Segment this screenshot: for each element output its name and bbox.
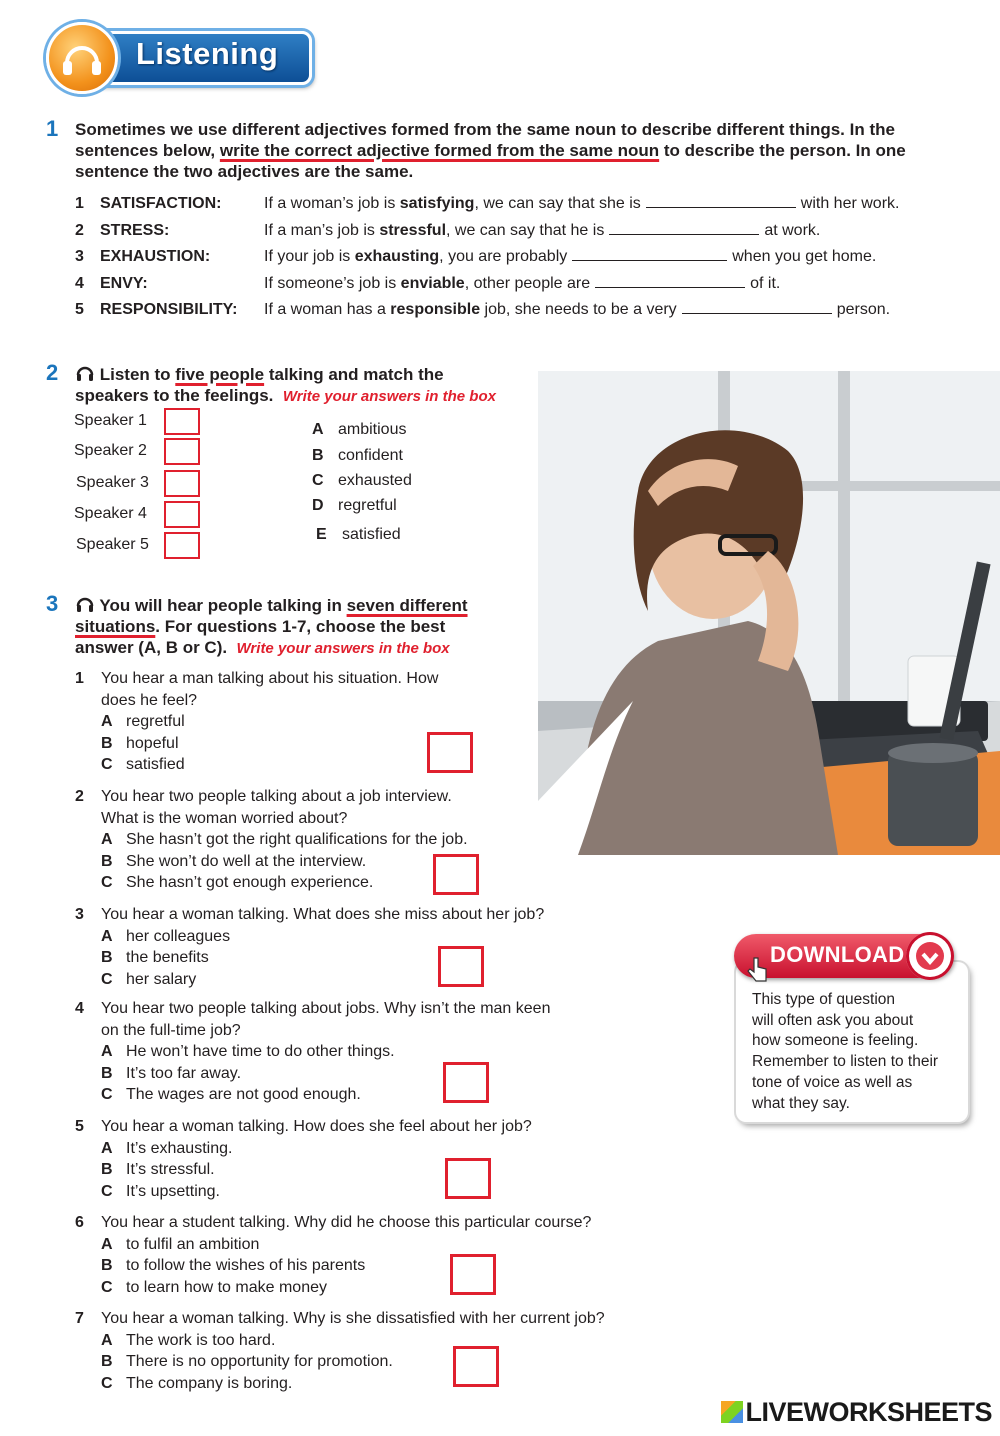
answer-option [101, 1373, 675, 1395]
answer-option [101, 1063, 675, 1085]
option-text: to follow the wishes of his parents [126, 1257, 366, 1274]
question-text [101, 1116, 675, 1202]
answer-blank[interactable] [646, 193, 796, 208]
option-text: hopeful [126, 734, 179, 752]
option-text: satisfied [126, 756, 185, 773]
answer-option [101, 1084, 675, 1106]
option-letter: A [101, 1139, 113, 1157]
adjective: exhausting [354, 248, 440, 265]
answer-option [101, 1330, 675, 1352]
feeling-option [312, 472, 412, 490]
item-sentence [264, 296, 890, 323]
headphones-icon [75, 363, 95, 383]
sentence-text: , we can say that he is [446, 221, 605, 239]
answer-option [101, 1277, 675, 1299]
speaker-label: Speaker 3 [76, 474, 149, 491]
ex3-instr-line-1 [75, 594, 545, 616]
answer-blank[interactable] [682, 299, 832, 314]
answer-option [101, 969, 675, 991]
item-number: 1 [75, 195, 84, 212]
ex2-instr-text: talking and match the [264, 365, 444, 384]
answer-option [101, 947, 675, 969]
question-answer-box[interactable] [453, 1346, 499, 1387]
item-sentence [264, 190, 899, 217]
answer-option [101, 711, 675, 733]
option-letter: B [101, 1161, 113, 1178]
answer-option [101, 1181, 675, 1203]
question-number: 5 [75, 1118, 84, 1135]
answer-option [101, 754, 675, 776]
option-text: regretful [338, 497, 397, 514]
sentence-text: of it. [750, 274, 781, 292]
option-text: It’s exhausting. [126, 1139, 233, 1157]
question [75, 1212, 675, 1298]
option-letter: C [101, 970, 113, 988]
answer-option [101, 829, 675, 851]
ex1-instr-text: sentences below, [75, 141, 220, 160]
item-noun: SATISFACTION: [100, 195, 222, 212]
question-number: 4 [75, 1000, 84, 1017]
adjective: responsible [390, 301, 481, 318]
exercise-2-number: 2 [46, 360, 59, 385]
question-line: You hear a woman talking. Why is she dissatisfied with her current job? [101, 1310, 605, 1327]
logo-text: LIVEWORKSHEETS [745, 1397, 992, 1427]
adjective: stressful [379, 221, 447, 239]
option-letter: C [312, 472, 324, 489]
item-sentence [264, 217, 820, 244]
item-number: 4 [75, 274, 84, 292]
option-letter: C [101, 874, 113, 891]
question-answer-box[interactable] [445, 1158, 491, 1199]
speaker-label: Speaker 4 [74, 505, 147, 522]
question-answer-box[interactable] [443, 1062, 489, 1103]
ex2-instr-line-2 [75, 385, 545, 407]
answer-option [101, 1138, 675, 1160]
option-text: She hasn’t got the right qualifications for the job. [126, 831, 468, 848]
question-number: 1 [75, 670, 84, 687]
sentence-text: , we can say that she is [474, 195, 641, 212]
sentence-text: If someone’s job is [264, 274, 401, 292]
option-letter: A [101, 1331, 113, 1349]
item-sentence [264, 243, 876, 270]
answer-blank[interactable] [609, 220, 759, 235]
question-number: 2 [75, 788, 84, 805]
answer-blank[interactable] [572, 246, 727, 261]
sentence-text: If a man’s job is [264, 221, 380, 239]
feeling-option [312, 497, 397, 515]
speaker-label: Speaker 5 [76, 536, 149, 553]
question-text [101, 998, 675, 1106]
option-letter: E [316, 526, 327, 543]
question-line: You hear two people talking about jobs. Why isn’t the man keen [101, 1000, 551, 1017]
ex1-instr-line-3: sentence the two adjectives are the same. [75, 162, 414, 181]
exercise-3-number: 3 [46, 591, 59, 616]
headphones-icon [46, 22, 118, 94]
item-noun: STRESS: [100, 221, 170, 239]
question-line: You hear two people talking about a job interview. [101, 788, 452, 805]
item-noun: ENVY: [100, 274, 148, 292]
question-text [101, 1212, 675, 1298]
sentence-text: If a woman has a [264, 301, 391, 318]
ex3-instr-text: You will hear people talking in [99, 596, 347, 615]
speaker-answer-box[interactable] [164, 470, 200, 497]
question [75, 668, 675, 776]
option-text: She won’t do well at the interview. [126, 852, 367, 870]
ex2-instr-line-1 [75, 363, 545, 385]
option-letter: A [101, 831, 113, 848]
sentence-text: job, she needs to be a very [480, 301, 677, 318]
speaker-label: Speaker 1 [74, 412, 147, 429]
page-title: Listening [136, 36, 279, 71]
option-letter: C [101, 1278, 113, 1296]
answer-option [101, 1351, 675, 1373]
feeling-option [312, 421, 406, 439]
ex3-instr-text: answer (A, B or C). [75, 638, 228, 657]
option-letter: B [312, 447, 324, 464]
option-text: The wages are not good enough. [126, 1086, 361, 1103]
pointer-hand-icon [746, 956, 770, 984]
answer-option [101, 872, 675, 894]
item-noun: RESPONSIBILITY: [100, 301, 238, 318]
option-text: There is no opportunity for promotion. [126, 1353, 393, 1370]
option-letter: B [101, 1064, 113, 1082]
question-line: You hear a woman talking. How does she feel about her job? [101, 1118, 532, 1135]
question-line: You hear a student talking. Why did he choose this particular course? [101, 1214, 592, 1231]
tip-line: how someone is feeling. [752, 1032, 919, 1050]
ex1-instr-text: to describe the person. In one [659, 141, 906, 160]
option-text: It’s stressful. [126, 1161, 215, 1178]
option-letter: A [101, 1235, 113, 1253]
adjective: satisfying [399, 195, 475, 212]
sentence-text: at work. [764, 221, 821, 239]
question-list [75, 668, 695, 1408]
option-letter: C [101, 756, 113, 773]
sentence-text: If your job is [264, 248, 355, 265]
option-text: It’s upsetting. [126, 1182, 220, 1200]
sentence-text: , other people are [464, 274, 591, 292]
speaker-answer-box[interactable] [164, 438, 200, 465]
ex3-instr-line-2 [75, 616, 545, 637]
answer-option [101, 1041, 675, 1063]
item-noun: EXHAUSTION: [100, 248, 211, 265]
question [75, 1308, 675, 1394]
question-line: You hear a man talking about his situation. How [101, 670, 439, 687]
option-text: The work is too hard. [126, 1331, 276, 1349]
question [75, 904, 675, 990]
question-line: does he feel? [101, 691, 198, 709]
answer-option [101, 1255, 675, 1277]
option-text: ambitious [338, 421, 407, 438]
question [75, 998, 675, 1106]
tip-line: Remember to listen to their [752, 1053, 939, 1071]
question-text [101, 668, 675, 776]
speaker-answer-box[interactable] [164, 501, 200, 528]
item-sentence [264, 270, 780, 297]
option-text: her colleagues [126, 927, 231, 945]
tip-line: tone of voice as well as [752, 1073, 913, 1091]
feeling-option [316, 526, 401, 544]
sentence-text: If a woman’s job is [264, 195, 400, 212]
option-letter: A [101, 713, 113, 730]
headphones-icon [75, 594, 95, 614]
item-number: 2 [75, 221, 84, 239]
adjective: enviable [400, 274, 465, 292]
option-text: her salary [126, 970, 197, 988]
question-number: 6 [75, 1214, 84, 1231]
ex3-instr-text: . For questions 1-7, choose the best [155, 617, 446, 636]
answer-option [101, 1159, 675, 1181]
sentence-text: person. [836, 301, 891, 318]
option-letter: C [101, 1086, 113, 1103]
feeling-option [312, 447, 403, 465]
item-number: 3 [75, 248, 84, 265]
download-arrow-icon [906, 932, 954, 980]
question-text [101, 904, 675, 990]
liveworksheets-logo [721, 1397, 992, 1428]
question-answer-box[interactable] [450, 1254, 496, 1295]
answer-option [101, 1234, 675, 1256]
ex2-instr-text: speakers to the feelings. [75, 386, 274, 405]
sentence-text: when you get home. [732, 248, 877, 265]
download-button-label: DOWNLOAD [770, 942, 905, 967]
option-text: exhausted [338, 472, 412, 489]
exercise-3-instructions [75, 594, 545, 659]
option-text: to learn how to make money [126, 1278, 327, 1296]
question-text [101, 1308, 675, 1394]
exercise-1-instructions [75, 119, 985, 182]
option-text: She hasn’t got enough experience. [126, 874, 374, 891]
question-number: 7 [75, 1310, 84, 1327]
exercise-1-number: 1 [46, 116, 59, 141]
option-text: regretful [126, 713, 185, 730]
sentence-text: , you are probably [439, 248, 568, 265]
speaker-label: Speaker 2 [74, 442, 147, 459]
question-line: on the full-time job? [101, 1021, 241, 1039]
speaker-answer-box[interactable] [164, 408, 200, 435]
ex3-hint: Write your answers in the box [236, 640, 450, 657]
speaker-answer-box[interactable] [164, 532, 200, 559]
question-text [101, 786, 675, 894]
download-tip [734, 934, 970, 1124]
logo-icon [721, 1401, 743, 1423]
answer-blank[interactable] [595, 273, 745, 288]
option-letter: B [101, 1257, 113, 1274]
ex1-underlined-instruction: write the correct adjective formed from the same noun [219, 141, 660, 160]
option-letter: C [101, 1374, 113, 1392]
question-answer-box[interactable] [433, 854, 479, 895]
answer-option [101, 733, 675, 755]
tip-line: what they say. [752, 1094, 850, 1112]
option-text: It’s too far away. [126, 1064, 242, 1082]
ex3-instr-line-3 [75, 637, 545, 659]
option-letter: A [312, 421, 324, 438]
ex2-instr-text: Listen to [99, 365, 176, 384]
question-answer-box[interactable] [438, 946, 484, 987]
question-line: You hear a woman talking. What does she miss about her job? [101, 906, 545, 923]
answer-option [101, 851, 675, 873]
ex1-instr-line-1: Sometimes we use different adjectives formed from the same noun to describe different things. In the [75, 120, 895, 139]
option-letter: A [101, 1043, 113, 1060]
ex2-hint: Write your answers in the box [282, 388, 496, 405]
section-badge [46, 22, 308, 88]
option-text: the benefits [126, 949, 209, 966]
item-number: 5 [75, 301, 84, 318]
option-letter: B [101, 949, 113, 966]
option-letter: C [101, 1182, 113, 1200]
option-letter: D [312, 497, 324, 514]
option-letter: B [101, 734, 113, 752]
option-text: to fulfil an ambition [126, 1235, 260, 1253]
ex1-instr-line-2 [75, 140, 985, 161]
exercise-2-instructions [75, 363, 545, 407]
question-line: What is the woman worried about? [101, 809, 348, 827]
option-letter: A [101, 927, 113, 945]
tip-line: will often ask you about [752, 1011, 914, 1029]
ex2-underlined-text: five people [175, 365, 265, 384]
option-text: He won’t have time to do other things. [126, 1043, 395, 1060]
ex3-underlined-text: seven different [346, 596, 468, 615]
option-text: The company is boring. [126, 1374, 293, 1392]
tip-line: This type of question [752, 991, 896, 1008]
option-text: confident [338, 447, 403, 464]
question-answer-box[interactable] [427, 732, 473, 773]
option-text: satisfied [342, 526, 401, 543]
sentence-text: with her work. [800, 195, 900, 212]
question [75, 786, 675, 894]
question [75, 1116, 675, 1202]
ex3-underlined-text: situations [75, 617, 156, 636]
answer-option [101, 926, 675, 948]
question-number: 3 [75, 906, 84, 923]
option-letter: B [101, 1353, 113, 1370]
option-letter: B [101, 852, 113, 870]
tip-text [752, 990, 962, 1114]
